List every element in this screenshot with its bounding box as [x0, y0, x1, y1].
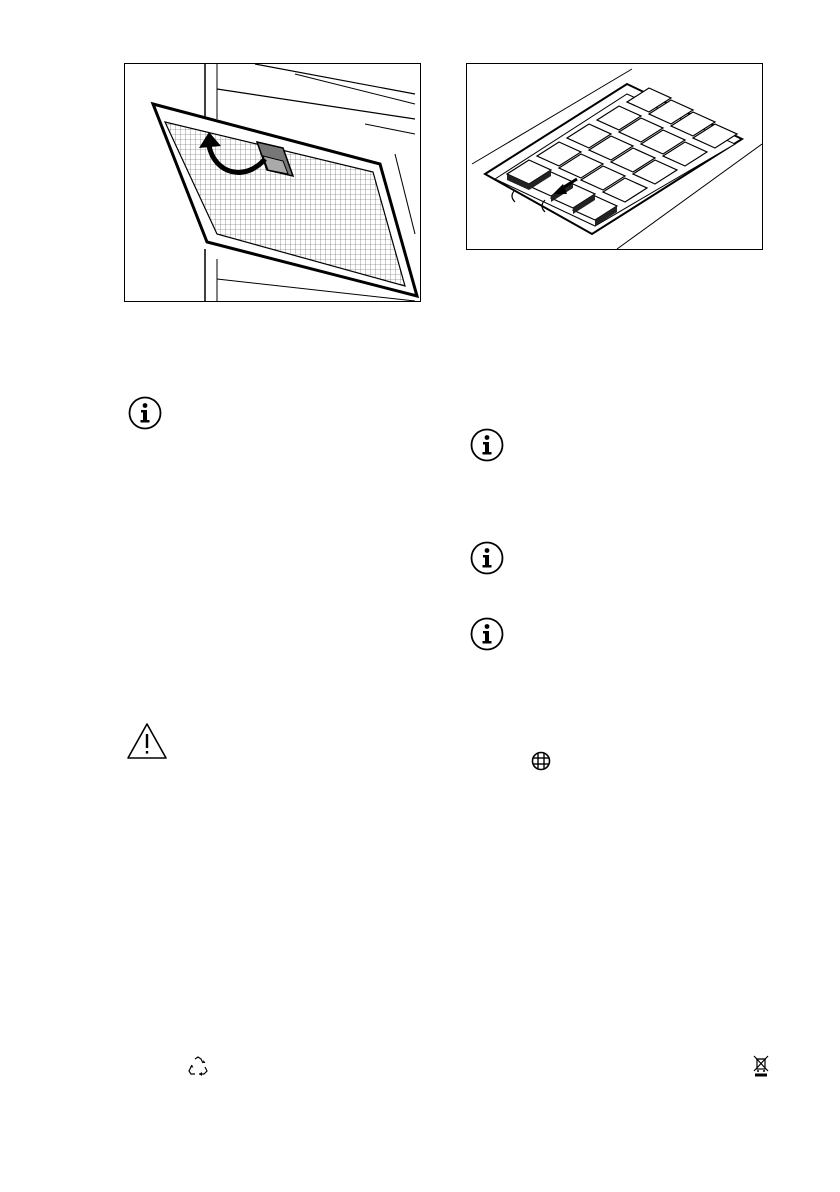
info-icon — [128, 396, 162, 430]
carbon-filter-illustration — [466, 63, 763, 250]
info-icon — [470, 428, 504, 462]
crossed-bin-icon — [753, 1055, 769, 1077]
info-icon — [470, 617, 504, 651]
warning-triangle-icon — [126, 722, 168, 760]
grease-filter-illustration — [124, 63, 421, 302]
recycle-icon — [187, 1056, 209, 1076]
grease-filter-svg — [125, 64, 420, 301]
grid-globe-icon — [531, 751, 551, 771]
carbon-filter-svg — [467, 64, 762, 249]
info-icon — [470, 541, 504, 575]
